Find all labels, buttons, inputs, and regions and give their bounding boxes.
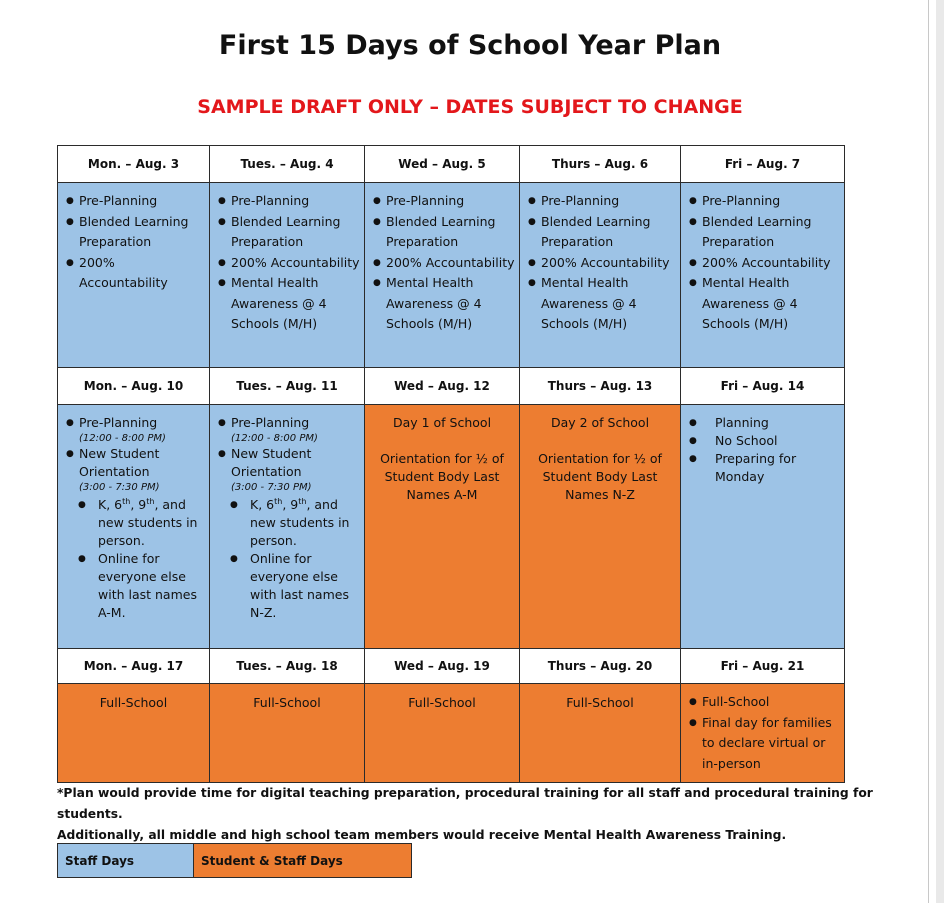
day-header: Tues. – Aug. 18 xyxy=(210,649,365,684)
day-cell-mon-aug10 xyxy=(58,405,210,649)
legend-staff-days: Staff Days xyxy=(58,844,194,878)
list-item xyxy=(218,445,362,494)
scroll-gutter xyxy=(936,0,944,903)
day-header: Thurs – Aug. 6 xyxy=(520,146,681,183)
list-item: ● Blended Learning Preparation xyxy=(689,212,842,253)
full-school-label: Full-School xyxy=(99,695,168,710)
sub-text: , 9 xyxy=(130,497,147,512)
day-cell-fri-aug7 xyxy=(681,183,845,368)
list-item: ● Planning xyxy=(689,414,842,432)
list-item xyxy=(66,445,207,494)
day-cell-wed-aug5 xyxy=(365,183,520,368)
day-cell-tue-aug18 xyxy=(210,684,365,783)
day-header: Wed – Aug. 19 xyxy=(365,649,520,684)
item-label: New Student Orientation xyxy=(79,446,160,479)
day-cell-fri-aug14 xyxy=(681,405,845,649)
sub-text: K, 6 xyxy=(98,497,123,512)
list-item: ● 200% Accountability xyxy=(528,253,678,274)
day-cell-thu-aug20 xyxy=(520,684,681,783)
day-header: Tues. – Aug. 11 xyxy=(210,368,365,405)
day-cell-mon-aug17 xyxy=(58,684,210,783)
list-item: ● Mental Health Awareness @ 4 Schools (M/H) xyxy=(218,273,362,335)
superscript: th xyxy=(298,496,307,506)
superscript: th xyxy=(146,496,155,506)
page-title: First 15 Days of School Year Plan xyxy=(218,30,722,61)
list-item: ● Preparing for Monday xyxy=(689,450,842,486)
time-range: (3:00 - 7:30 PM) xyxy=(231,482,312,493)
day-header: Wed – Aug. 12 xyxy=(365,368,520,405)
week2-content-row xyxy=(58,405,845,649)
day-header: Thurs – Aug. 20 xyxy=(520,649,681,684)
list-item: ● 200% Accountability xyxy=(373,253,517,274)
list-item: ● Pre-Planning xyxy=(689,191,842,212)
draft-subtitle: SAMPLE DRAFT ONLY – DATES SUBJECT TO CHANGE xyxy=(197,96,743,118)
list-item: ● Full-School xyxy=(689,692,842,713)
page-edge xyxy=(928,0,929,903)
list-item: ● Mental Health Awareness @ 4 Schools (M/H) xyxy=(373,273,517,335)
list-item: ● Pre-Planning xyxy=(66,191,207,212)
footnote-line: *Plan would provide time for digital teaching preparation, procedural training for all staff and procedural training for students. xyxy=(57,786,873,821)
list-item: ● Pre-Planning xyxy=(373,191,517,212)
school-day-label: Day 1 of School xyxy=(392,415,492,430)
list-item: ● No School xyxy=(689,432,842,450)
sub-list-item xyxy=(78,496,209,550)
sub-text: , 9 xyxy=(282,497,299,512)
week2-header-row xyxy=(58,368,845,405)
color-legend xyxy=(57,843,412,878)
day-header: Wed – Aug. 5 xyxy=(365,146,520,183)
time-range: (12:00 - 8:00 PM) xyxy=(231,433,318,444)
day-header: Fri – Aug. 21 xyxy=(681,649,845,684)
list-item: ● 200% Accountability xyxy=(218,253,362,274)
list-item xyxy=(218,414,362,445)
list-item: ● Mental Health Awareness @ 4 Schools (M/H) xyxy=(528,273,678,335)
list-item: ● Blended Learning Preparation xyxy=(218,212,362,253)
day-header: Fri – Aug. 7 xyxy=(681,146,845,183)
footnote xyxy=(57,783,917,846)
day-cell-thu-aug6 xyxy=(520,183,681,368)
legend-student-staff-days: Student & Staff Days xyxy=(194,844,412,878)
day-cell-thu-aug13 xyxy=(520,405,681,649)
item-label: Pre-Planning xyxy=(231,415,310,430)
orientation-note: Orientation for ½ of Student Body Last Names N-Z xyxy=(538,451,662,502)
sub-list-item: ● Online for everyone else with last names A-M. xyxy=(78,550,209,622)
sub-text: , and new students in person. xyxy=(98,497,198,548)
list-item: ● Pre-Planning xyxy=(528,191,678,212)
list-item: ● Mental Health Awareness @ 4 Schools (M/H) xyxy=(689,273,842,335)
week1-content-row xyxy=(58,183,845,368)
list-item: ● Blended Learning Preparation xyxy=(373,212,517,253)
superscript: th xyxy=(274,496,283,506)
day-cell-mon-aug3 xyxy=(58,183,210,368)
day-cell-wed-aug12 xyxy=(365,405,520,649)
day-header: Mon. – Aug. 17 xyxy=(58,649,210,684)
school-day-label: Day 2 of School xyxy=(550,415,650,430)
schedule-table xyxy=(57,145,845,783)
week1-header-row xyxy=(58,146,845,183)
time-range: (12:00 - 8:00 PM) xyxy=(79,433,166,444)
full-school-label: Full-School xyxy=(566,695,634,710)
day-header: Mon. – Aug. 10 xyxy=(58,368,210,405)
time-range: (3:00 - 7:30 PM) xyxy=(79,482,160,493)
orientation-note: Orientation for ½ of Student Body Last Names A-M xyxy=(380,451,504,502)
item-label: New Student Orientation xyxy=(231,446,312,479)
day-cell-wed-aug19 xyxy=(365,684,520,783)
list-item: ● 200% Accountability xyxy=(689,253,842,274)
day-cell-tue-aug4 xyxy=(210,183,365,368)
superscript: th xyxy=(122,496,131,506)
day-header: Tues. – Aug. 4 xyxy=(210,146,365,183)
footnote-line: Additionally, all middle and high school team members would receive Mental Health Awareness Training. xyxy=(57,828,787,842)
sub-text: , and new students in person. xyxy=(250,497,350,548)
week3-header-row xyxy=(58,649,845,684)
day-header: Fri – Aug. 14 xyxy=(681,368,845,405)
day-cell-fri-aug21 xyxy=(681,684,845,783)
day-header: Mon. – Aug. 3 xyxy=(58,146,210,183)
list-item: ● Pre-Planning xyxy=(218,191,362,212)
day-cell-tue-aug11 xyxy=(210,405,365,649)
full-school-label: Full-School xyxy=(408,695,476,710)
list-item: ● Blended Learning Preparation xyxy=(66,212,207,253)
list-item xyxy=(66,414,207,445)
week3-content-row xyxy=(58,684,845,783)
day-header: Thurs – Aug. 13 xyxy=(520,368,681,405)
sub-list-item: ● Online for everyone else with last names N-Z. xyxy=(230,550,364,622)
list-item: ● 200% Accountability xyxy=(66,253,207,294)
sub-list-item xyxy=(230,496,364,550)
list-item: ● Blended Learning Preparation xyxy=(528,212,678,253)
list-item: ● Final day for families to declare virtual or in-person xyxy=(689,713,842,775)
sub-text: K, 6 xyxy=(250,497,275,512)
full-school-label: Full-School xyxy=(253,695,321,710)
item-label: Pre-Planning xyxy=(79,415,158,430)
